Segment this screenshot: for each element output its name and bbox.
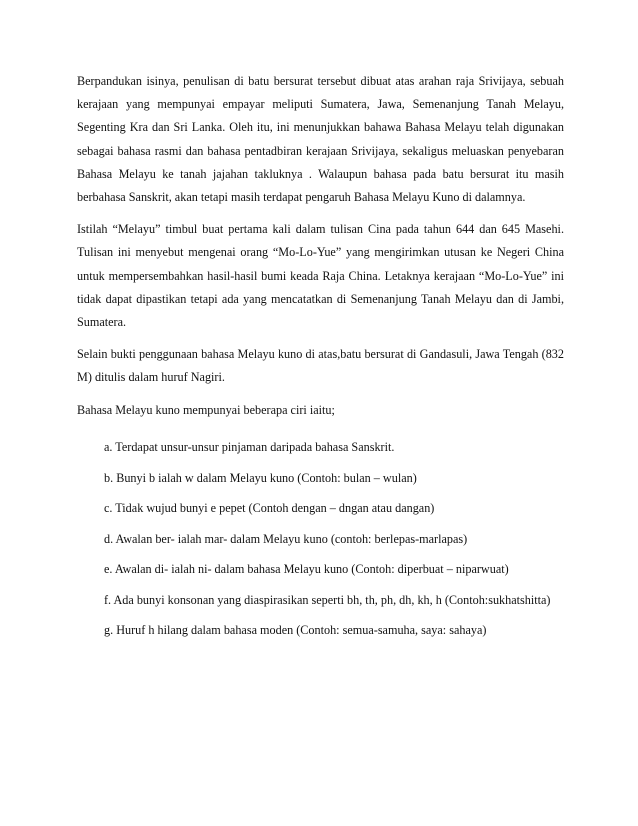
list-item: b. Bunyi b ialah w dalam Melayu kuno (Contoh: bulan – wulan) (104, 470, 417, 485)
paragraph-ciri-intro: Bahasa Melayu kuno mempunyai beberapa ciri iaitu; (77, 402, 335, 417)
paragraph-gandasuli: Selain bukti penggunaan bahasa Melayu kuno di atas,batu bersurat di Gandasuli, Jawa Tengah (832 M) ditulis dalam huruf Nagiri. (77, 347, 564, 385)
list-item: g. Huruf h hilang dalam bahasa moden (Contoh: semua-samuha, saya: sahaya) (104, 623, 487, 637)
list-item: d. Awalan ber- ialah mar- dalam Melayu kuno (contoh: berlepas-marlapas) (104, 531, 468, 546)
list-item: f. Ada bunyi konsonan yang diaspirasikan seperti bh, th, ph, dh, kh, h (Contoh:sukhatshitta) (104, 592, 551, 607)
list-item: c. Tidak wujud bunyi e pepet (Contoh dengan – dngan atau dangan) (104, 501, 435, 515)
paragraph-srivijaya: Berpandukan isinya, penulisan di batu bersurat tersebut dibuat atas arahan raja Srivijaya, sebuah kerajaan yang mempunyai empayar meliputi Sumatera, Jawa, Semenanjung Tanah Melayu, Segenting Kra dan Sri Lanka. Oleh itu, ini menunjukkan bahawa Bahasa Melayu telah digunakan sebagai bahasa rasmi dan bahasa pentadbiran kerajaan Srivijaya, sekaligus meluaskan penyebaran Bahasa Melayu ke tanah jajahan takluknya . Walaupun bahasa pada batu bersurat itu masih berbahasa Sanskrit, akan tetapi masih terdapat pengaruh Bahasa Melayu Kuno di dalamnya. (77, 74, 564, 205)
list-item: e. Awalan di- ialah ni- dalam bahasa Melayu kuno (Contoh: diperbuat – niparwuat) (104, 562, 509, 576)
ciri-list (104, 436, 574, 650)
paragraph-istilah-melayu: Istilah “Melayu” timbul buat pertama kali dalam tulisan Cina pada tahun 644 dan 645 Masehi. Tulisan ini menyebut mengenai orang “Mo-Lo-Yue” yang mengirimkan utusan ke Negeri China untuk mempersembahkan hasil-hasil bumi keada Raja China. Letaknya kerajaan “Mo-Lo-Yue” ini tidak dapat dipastikan tetapi ada yang mencatatkan di Semenanjung Tanah Melayu dan di Jambi, Sumatera. (77, 222, 564, 330)
list-item: a. Terdapat unsur-unsur pinjaman daripada bahasa Sanskrit. (104, 440, 395, 454)
document-body (77, 70, 564, 431)
